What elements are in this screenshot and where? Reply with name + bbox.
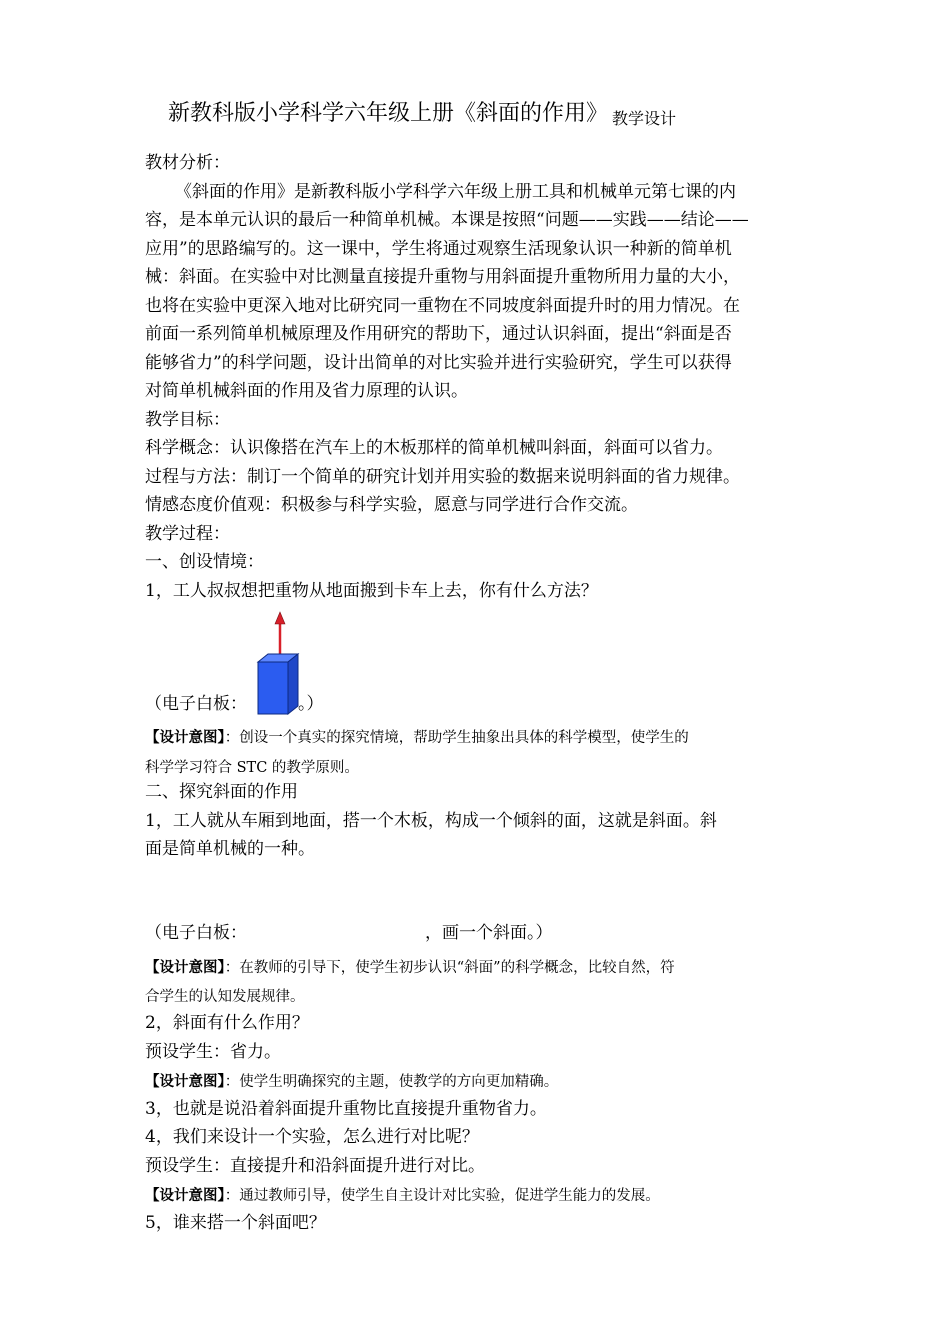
section2-heading: 二、探究斜面的作用: [145, 782, 298, 802]
design-intent-2: [145, 959, 675, 977]
preset-student-2: 预设学生：直接提升和沿斜面提升进行对比。: [145, 1156, 485, 1176]
process-heading: 教学过程：: [145, 524, 230, 544]
analysis-line: 械：斜面。在实验中对比测量直接提升重物与用斜面提升重物所用力量的大小，: [145, 267, 740, 287]
intent-label: 【设计意图】: [145, 729, 225, 746]
box-front-face: [258, 662, 288, 714]
title-main: 新教科版小学科学六年级上册《斜面的作用》: [168, 101, 609, 126]
intent-text: ：通过教师引导，使学生自主设计对比实验，促进学生能力的发展。: [224, 1188, 660, 1204]
analysis-line: 容，是本单元认识的最后一种简单机械。本课是按照“问题——实践——结论——: [145, 210, 749, 230]
analysis-line: 能够省力”的科学问题，设计出简单的对比实验并进行实验研究，学生可以获得: [145, 353, 732, 373]
analysis-line: 对简单机械斜面的作用及省力原理的认识。: [145, 381, 468, 401]
box-side-face: [288, 654, 298, 714]
goal-process: 过程与方法：制订一个简单的研究计划并用实验的数据来说明斜面的省力规律。: [145, 467, 740, 487]
intent-text: ：使学生明确探究的主题，使教学的方向更加精确。: [224, 1074, 559, 1090]
analysis-line: 应用”的思路编写的。这一课中，学生将通过观察生活现象认识一种新的简单机: [145, 239, 732, 259]
intent-text: ：在教师的引导下，使学生初步认识“斜面”的科学概念，比较自然，符: [224, 960, 675, 976]
design-intent-1: [145, 729, 689, 747]
goal-concept: 科学概念：认识像搭在汽车上的木板那样的简单机械叫斜面，斜面可以省力。: [145, 438, 723, 458]
step-1-1: 1，工人叔叔想把重物从地面搬到卡车上去，你有什么方法？: [145, 581, 598, 601]
step-2-1-cont: 面是简单机械的一种。: [145, 839, 315, 859]
whiteboard-2-open: （电子白板：: [145, 923, 247, 943]
whiteboard-2-close: ，画一个斜面。）: [425, 923, 553, 943]
section1-heading: 一、创设情境：: [145, 552, 264, 572]
step-2-4: 4，我们来设计一个实验，怎么进行对比呢？: [145, 1127, 479, 1147]
intent-label: 【设计意图】: [145, 1073, 225, 1090]
step-2-2: 2，斜面有什么作用？: [145, 1013, 309, 1033]
intent-text: 科学学习符合 STC 的教学原则。: [145, 760, 359, 776]
intent-label: 【设计意图】: [145, 1187, 225, 1204]
analysis-line: 也将在实验中更深入地对比研究同一重物在不同坡度斜面提升时的用力情况。在: [145, 296, 740, 316]
analysis-line: 前面一系列简单机械原理及作用研究的帮助下，通过认识斜面，提出“斜面是否: [145, 324, 732, 344]
whiteboard-1-close: 。）: [298, 694, 324, 714]
intent-label: 【设计意图】: [145, 959, 225, 976]
analysis-line: 《斜面的作用》是新教科版小学科学六年级上册工具和机械单元第七课的内: [175, 182, 736, 202]
step-2-1: 1，工人就从车厢到地面，搭一个木板，构成一个倾斜的面，这就是斜面。斜: [145, 811, 717, 831]
design-intent-3: [145, 1073, 558, 1091]
intent-text: ：创设一个真实的探究情境，帮助学生抽象出具体的科学模型，使学生的: [224, 730, 689, 746]
title-subtitle: 教学设计: [612, 109, 677, 128]
design-intent-4: [145, 1187, 660, 1205]
arrow-head: [275, 612, 285, 624]
intent-text: 合学生的认知发展规律。: [145, 989, 305, 1005]
preset-student-1: 预设学生：省力。: [145, 1042, 281, 1062]
step-2-3: 3，也就是说沿着斜面提升重物比直接提升重物省力。: [145, 1099, 547, 1119]
goal-emotion: 情感态度价值观：积极参与科学实验，愿意与同学进行合作交流。: [145, 495, 638, 515]
goals-heading: 教学目标：: [145, 410, 230, 430]
step-2-5: 5，谁来搭一个斜面吧？: [145, 1213, 326, 1233]
whiteboard-1-open: （电子白板：: [145, 694, 247, 714]
document-title: [168, 100, 676, 133]
analysis-heading: 教材分析：: [145, 153, 230, 173]
